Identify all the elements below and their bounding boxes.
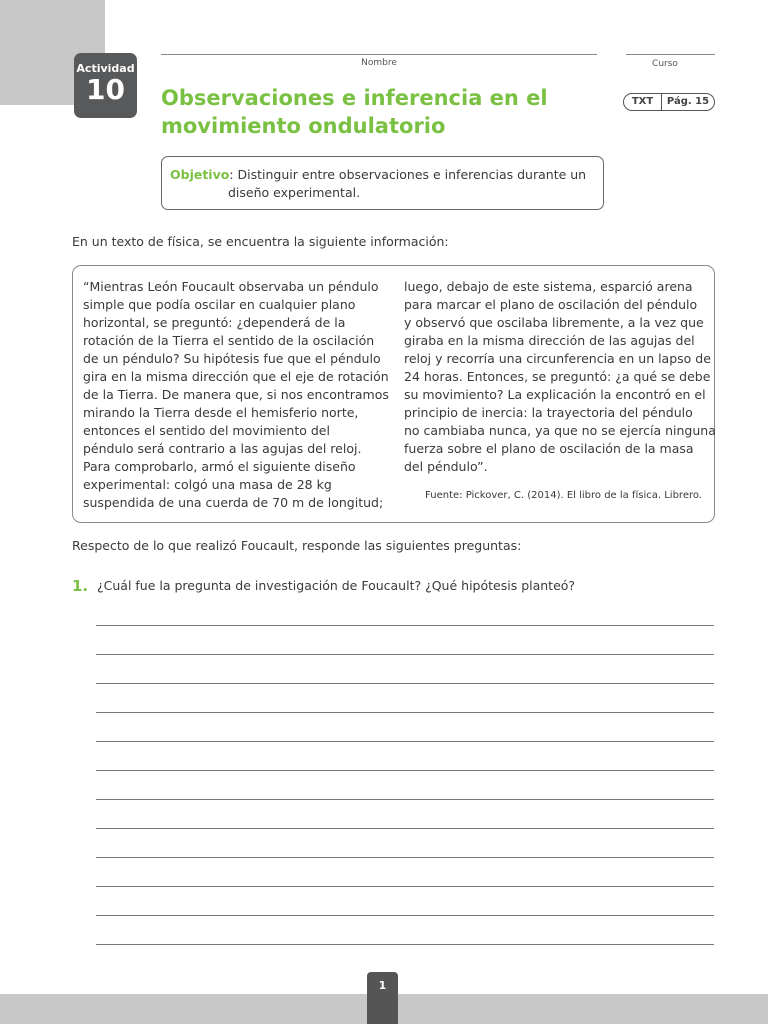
name-field[interactable] bbox=[161, 54, 597, 55]
quote-line: y observó que oscilaba libremente, a la vez que bbox=[404, 315, 704, 330]
quote-line: del péndulo”. bbox=[404, 459, 488, 474]
quote-line: rotación de la Tierra el sentido de la oscilación bbox=[83, 333, 375, 348]
answer-line[interactable] bbox=[96, 915, 714, 916]
answer-line[interactable] bbox=[96, 770, 714, 771]
quote-line: de un péndulo? Su hipótesis fue que el péndulo bbox=[83, 351, 381, 366]
quote-line: horizontal, se preguntó: ¿dependerá de la bbox=[83, 315, 346, 330]
answer-line[interactable] bbox=[96, 799, 714, 800]
quote-line: para marcar el plano de oscilación del péndulo bbox=[404, 297, 698, 312]
quote-box bbox=[72, 265, 715, 523]
objective-text-2: diseño experimental. bbox=[228, 185, 361, 200]
txt-label: TXT bbox=[624, 94, 662, 110]
quote-left-column bbox=[83, 278, 389, 512]
question-text: ¿Cuál fue la pregunta de investigación de Foucault? ¿Qué hipótesis planteó? bbox=[97, 578, 576, 593]
quote-line: 24 horas. Entonces, se preguntó: ¿a qué se debe bbox=[404, 369, 711, 384]
objective-label: Objetivo bbox=[170, 167, 230, 182]
answer-line[interactable] bbox=[96, 625, 714, 626]
intro-text: En un texto de física, se encuentra la siguiente información: bbox=[72, 234, 449, 249]
objective-text-1: : Distinguir entre observaciones e inferencias durante un bbox=[229, 167, 587, 182]
answer-line[interactable] bbox=[96, 654, 714, 655]
page-reference: Pág. 15 bbox=[666, 96, 710, 107]
quote-line: de la Tierra. De manera que, si nos encontramos bbox=[83, 387, 389, 402]
quote-line: mirando la Tierra desde el hemisferio norte, bbox=[83, 405, 359, 420]
answer-line[interactable] bbox=[96, 886, 714, 887]
title-line-1: Observaciones e inferencia en el bbox=[161, 86, 548, 110]
answer-line[interactable] bbox=[96, 712, 714, 713]
quote-source: Fuente: Pickover, C. (2014). El libro de la física. Librero. bbox=[425, 490, 702, 501]
answer-line[interactable] bbox=[96, 857, 714, 858]
answer-line[interactable] bbox=[96, 683, 714, 684]
quote-line: Para comprobarlo, armó el siguiente diseño bbox=[83, 459, 356, 474]
question-number: 1. bbox=[72, 577, 89, 595]
quote-line: gira en la misma dirección que el eje de rotación bbox=[83, 369, 389, 384]
title-line-2: movimiento ondulatorio bbox=[161, 114, 446, 138]
quote-line: reloj y recorría una circunferencia en un lapso de bbox=[404, 351, 711, 366]
quote-line: suspendida de una cuerda de 70 m de longitud; bbox=[83, 495, 384, 510]
activity-number: 10 bbox=[86, 73, 125, 106]
answer-line[interactable] bbox=[96, 944, 714, 945]
quote-line: fuerza sobre el plano de oscilación de la masa bbox=[404, 441, 694, 456]
quote-line: entonces el sentido del movimiento del bbox=[83, 423, 330, 438]
course-label: Curso bbox=[652, 59, 678, 69]
quote-line: experimental: colgó una masa de 28 kg bbox=[83, 477, 332, 492]
quote-line: no cambiaba nunca, ya que no se ejercía ninguna bbox=[404, 423, 716, 438]
quote-line: péndulo será contrario a las agujas del reloj. bbox=[83, 441, 362, 456]
name-label: Nombre bbox=[361, 58, 397, 68]
answer-line[interactable] bbox=[96, 741, 714, 742]
answer-line[interactable] bbox=[96, 828, 714, 829]
quote-line: principio de inercia: la trayectoria del péndulo bbox=[404, 405, 693, 420]
quote-line: su movimiento? La explicación la encontró en el bbox=[404, 387, 706, 402]
quote-line: giraba en la misma dirección de las agujas del bbox=[404, 333, 695, 348]
quote-line: “Mientras León Foucault observaba un péndulo bbox=[83, 279, 379, 294]
page-title bbox=[161, 84, 601, 140]
quote-line: simple que podía oscilar en cualquier plano bbox=[83, 297, 356, 312]
page-number: 1 bbox=[367, 972, 398, 1024]
quote-right-column bbox=[404, 278, 716, 476]
activity-badge bbox=[74, 53, 137, 118]
textbook-reference bbox=[623, 93, 715, 111]
objective-box bbox=[161, 156, 604, 210]
questions-prompt: Respecto de lo que realizó Foucault, responde las siguientes preguntas: bbox=[72, 538, 522, 553]
activity-label: Actividad bbox=[76, 62, 135, 75]
course-field[interactable] bbox=[626, 54, 715, 55]
quote-line: luego, debajo de este sistema, esparció arena bbox=[404, 279, 693, 294]
